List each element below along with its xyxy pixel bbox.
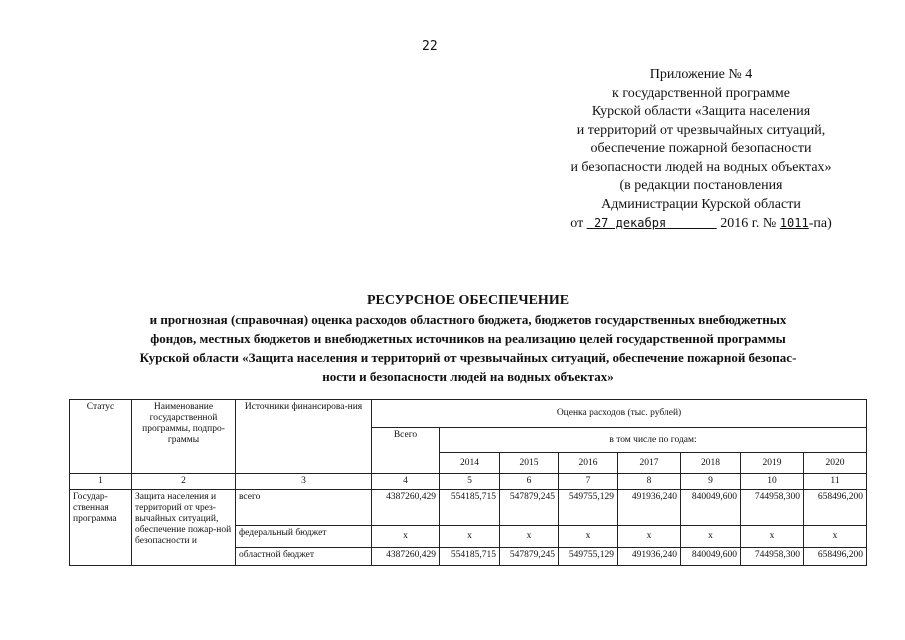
value-cell: 840049,600: [681, 490, 741, 526]
column-number: 11: [804, 474, 867, 490]
header-year: 2018: [681, 453, 741, 474]
appendix-line: Приложение № 4: [649, 67, 753, 82]
title-line: ности и безопасности людей на водных объектах»: [322, 369, 614, 384]
resolution-date-line: [540, 214, 862, 234]
value-cell: х: [618, 526, 681, 548]
value-cell: х: [804, 526, 867, 548]
value-cell: 549755,129: [559, 490, 618, 526]
title-heading: РЕСУРСНОЕ ОБЕСПЕЧЕНИЕ: [366, 293, 570, 308]
value-cell: 491936,240: [618, 490, 681, 526]
value-cell: 547879,245: [500, 548, 559, 566]
resolution-date: [587, 216, 717, 230]
resource-table: [69, 399, 867, 566]
resolution-number: 1011: [779, 216, 809, 230]
header-by-years: в том числе по годам:: [440, 428, 867, 453]
appendix-line: (в редакции постановления: [619, 178, 783, 193]
row-source: областной бюджет: [236, 548, 372, 566]
column-number: 7: [559, 474, 618, 490]
value-cell: 491936,240: [618, 548, 681, 566]
value-cell: х: [372, 526, 440, 548]
value-cell: 547879,245: [500, 490, 559, 526]
value-cell: 4387260,429: [372, 548, 440, 566]
value-cell: 744958,300: [741, 490, 804, 526]
value-cell: 840049,600: [681, 548, 741, 566]
value-cell: 554185,715: [440, 548, 500, 566]
value-cell: 549755,129: [559, 548, 618, 566]
appendix-line: обеспечение пожарной безопасности: [590, 141, 812, 156]
title-line: и прогнозная (справочная) оценка расходов областного бюджета, бюджетов государственных внебюджетных: [149, 312, 787, 327]
column-number: 5: [440, 474, 500, 490]
resolution-year: 2016 г. №: [720, 216, 777, 231]
row-program-name: Защита населения и территорий от чрез-вычайных ситуаций, обеспечение пожар-ной безопасности и: [132, 490, 236, 566]
table-row: [70, 490, 867, 526]
header-year: 2019: [741, 453, 804, 474]
header-year: 2020: [804, 453, 867, 474]
resolution-date-value: 27 декабря: [593, 216, 667, 230]
value-cell: 554185,715: [440, 490, 500, 526]
document-title: [60, 291, 876, 386]
header-funding-source: Источники финансирова-ния: [236, 400, 372, 474]
row-source: всего: [236, 490, 372, 526]
column-number: 8: [618, 474, 681, 490]
column-number: 1: [70, 474, 132, 490]
row-source: федеральный бюджет: [236, 526, 372, 548]
header-program-name: Наименование государственной программы, подпро-граммы: [132, 400, 236, 474]
value-cell: 658496,200: [804, 548, 867, 566]
appendix-approval-block: [540, 66, 862, 234]
column-number: 9: [681, 474, 741, 490]
appendix-line: Курской области «Защита населения: [591, 104, 811, 119]
header-year: 2014: [440, 453, 500, 474]
value-cell: 4387260,429: [372, 490, 440, 526]
value-cell: х: [681, 526, 741, 548]
appendix-line: к государственной программе: [612, 85, 790, 101]
title-line: фондов, местных бюджетов и внебюджетных источников на реализацию целей государственной программы: [150, 331, 786, 346]
value-cell: х: [500, 526, 559, 548]
header-year: 2015: [500, 453, 559, 474]
header-year: 2016: [559, 453, 618, 474]
page-number: 22: [422, 39, 438, 54]
column-number: 6: [500, 474, 559, 490]
value-cell: 744958,300: [741, 548, 804, 566]
row-status: Государ-ственная программа: [70, 490, 132, 566]
date-prefix: от: [570, 216, 584, 231]
header-year: 2017: [618, 453, 681, 474]
resolution-suffix: -па): [808, 216, 832, 231]
value-cell: х: [440, 526, 500, 548]
header-total: Всего: [372, 428, 440, 474]
column-number: 3: [236, 474, 372, 490]
column-number-row: [70, 474, 867, 490]
header-estimate: Оценка расходов (тыс. рублей): [372, 400, 867, 428]
value-cell: х: [559, 526, 618, 548]
appendix-line: и территорий от чрезвычайных ситуаций,: [576, 122, 826, 138]
column-number: 10: [741, 474, 804, 490]
title-line: Курской области «Защита населения и территорий от чрезвычайных ситуаций, обеспечение пожарной безопас-: [139, 350, 797, 365]
column-number: 4: [372, 474, 440, 490]
header-status: Статус: [70, 400, 132, 474]
appendix-line: Администрации Курской области: [601, 196, 801, 212]
column-number: 2: [132, 474, 236, 490]
value-cell: 658496,200: [804, 490, 867, 526]
appendix-line: и безопасности людей на водных объектах»: [570, 159, 832, 175]
value-cell: х: [741, 526, 804, 548]
